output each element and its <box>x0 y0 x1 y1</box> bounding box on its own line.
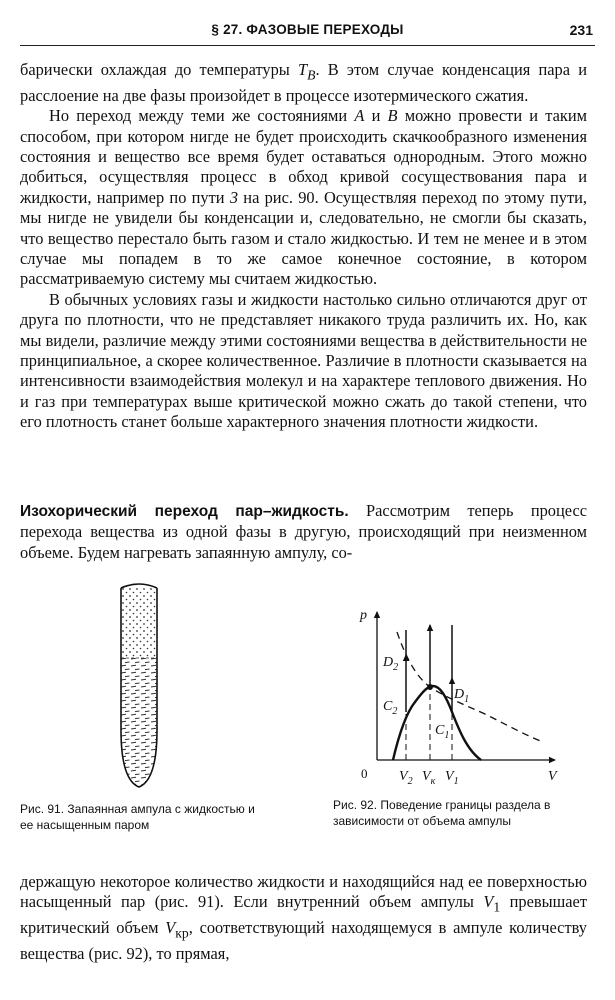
p2-text-a: Но переход между теми же состояниями <box>49 106 355 126</box>
var-T: T <box>298 60 308 79</box>
figure-92-caption: Рис. 92. Поведение границы раздела в зависимости от объема ампулы <box>333 798 551 828</box>
tick-Vk: $V_к$ <box>422 769 436 787</box>
critical-isotherm <box>397 632 543 742</box>
var-T-sub: B <box>307 67 316 83</box>
p1-text-a: барически охлаждая до температуры <box>20 60 299 79</box>
p4-text: Рассмотрим теперь процесс перехода вещества из одной фазы в другую, происходящий при неизменном объеме. Будем нагревать запаянную ампулу, со- <box>20 501 588 562</box>
liquid-region <box>118 658 160 790</box>
label-C2: $C_2$ <box>383 699 398 717</box>
p5-text-a: держащую некоторое количество жидкости и находящийся над ее поверхностью насыщенный пар (рис. 91). Если внутренний объем ампулы <box>20 872 587 912</box>
paragraph-1 <box>20 60 587 106</box>
figure-92-diagram <box>355 600 565 790</box>
v-axis-label: V <box>548 769 557 784</box>
var-Vkr: V <box>165 918 176 938</box>
label-C1: $C_1$ <box>435 723 450 741</box>
running-header <box>20 22 595 44</box>
var-V1-sub: 1 <box>493 899 501 915</box>
var-Vkr-sub: кр <box>175 925 189 941</box>
main-text-section <box>20 501 587 563</box>
path-3: 3 <box>229 187 239 207</box>
vapor-region <box>118 588 160 658</box>
origin-label: 0 <box>361 766 368 781</box>
main-text-bottom <box>20 872 587 964</box>
paragraph-5 <box>20 872 587 964</box>
tick-V2: $V_2$ <box>399 769 413 787</box>
p5-text-c: , соответствующий находящемуся в ампуле количеству вещества (рис. 92), то прямая, <box>20 918 587 963</box>
p-axis-label: p <box>360 608 367 623</box>
p1-text-b: . В этом случае конденсация пара и расслоение на две фазы произойдет в процессе изотермического сжатия. <box>20 60 587 105</box>
paragraph-4 <box>20 501 587 563</box>
main-text-top <box>20 60 587 433</box>
var-V1: V <box>483 892 494 912</box>
p5-text-b: превышает критический объем <box>20 892 587 938</box>
paragraph-2 <box>20 106 587 290</box>
figure-91-caption: Рис. 91. Запаянная ампула с жидкостью и ее насыщенным паром <box>20 802 255 832</box>
figure-91-ampoule <box>100 580 180 795</box>
label-D1: $D_1$ <box>454 687 470 705</box>
p2-text-c: на рис. 90. Осуществляя переход по этому пути, мы нигде не увидели бы конденсации и, следовательно, не смогли бы сказать, что вещество перестало быть газом и стало жидкостью. И тем не менее и в этом случае мы попадем в то же самое конечное состояние, в котором рассматриваемую систему мы считаем жидкостью. <box>20 187 587 289</box>
ampoule-top <box>121 584 157 588</box>
label-D2: $D_2$ <box>383 655 399 673</box>
tick-V1: $V_1$ <box>445 769 459 787</box>
page-number: 231 <box>569 22 593 38</box>
state-A: A <box>354 106 365 126</box>
paragraph-3: В обычных условиях газы и жидкости настолько сильно отличаются друг от друга по плотности, что не представляет никакого труда различить их. Но, как мы видели, различие между этими состояниями вещества в действительности не принципиальное, а скорее количественное. Различие в плотности сказывается на интенсивности взаимодействия молекул и на характере теплового движения. Но и газ при температурах выше критической можно сжать до такой степени, что его плотность станет больше характерного значения плотности жидкости. <box>20 289 587 432</box>
section-title: § 27. ФАЗОВЫЕ ПЕРЕХОДЫ <box>211 22 404 37</box>
state-B: B <box>387 106 398 126</box>
p2-text-b: можно провести и таким способом, при котором нигде не будет происходить скачкообразного изменения состояния и вещество все время будет оставаться однородным. Этого можно добиться, осуществляя процесс в обход кривой сосуществования пара и жидкости, например по пути <box>20 106 588 207</box>
section-heading: Изохорический переход пар–жидкость. <box>20 503 349 520</box>
header-rule <box>20 45 595 46</box>
p2-and: и <box>364 106 388 126</box>
